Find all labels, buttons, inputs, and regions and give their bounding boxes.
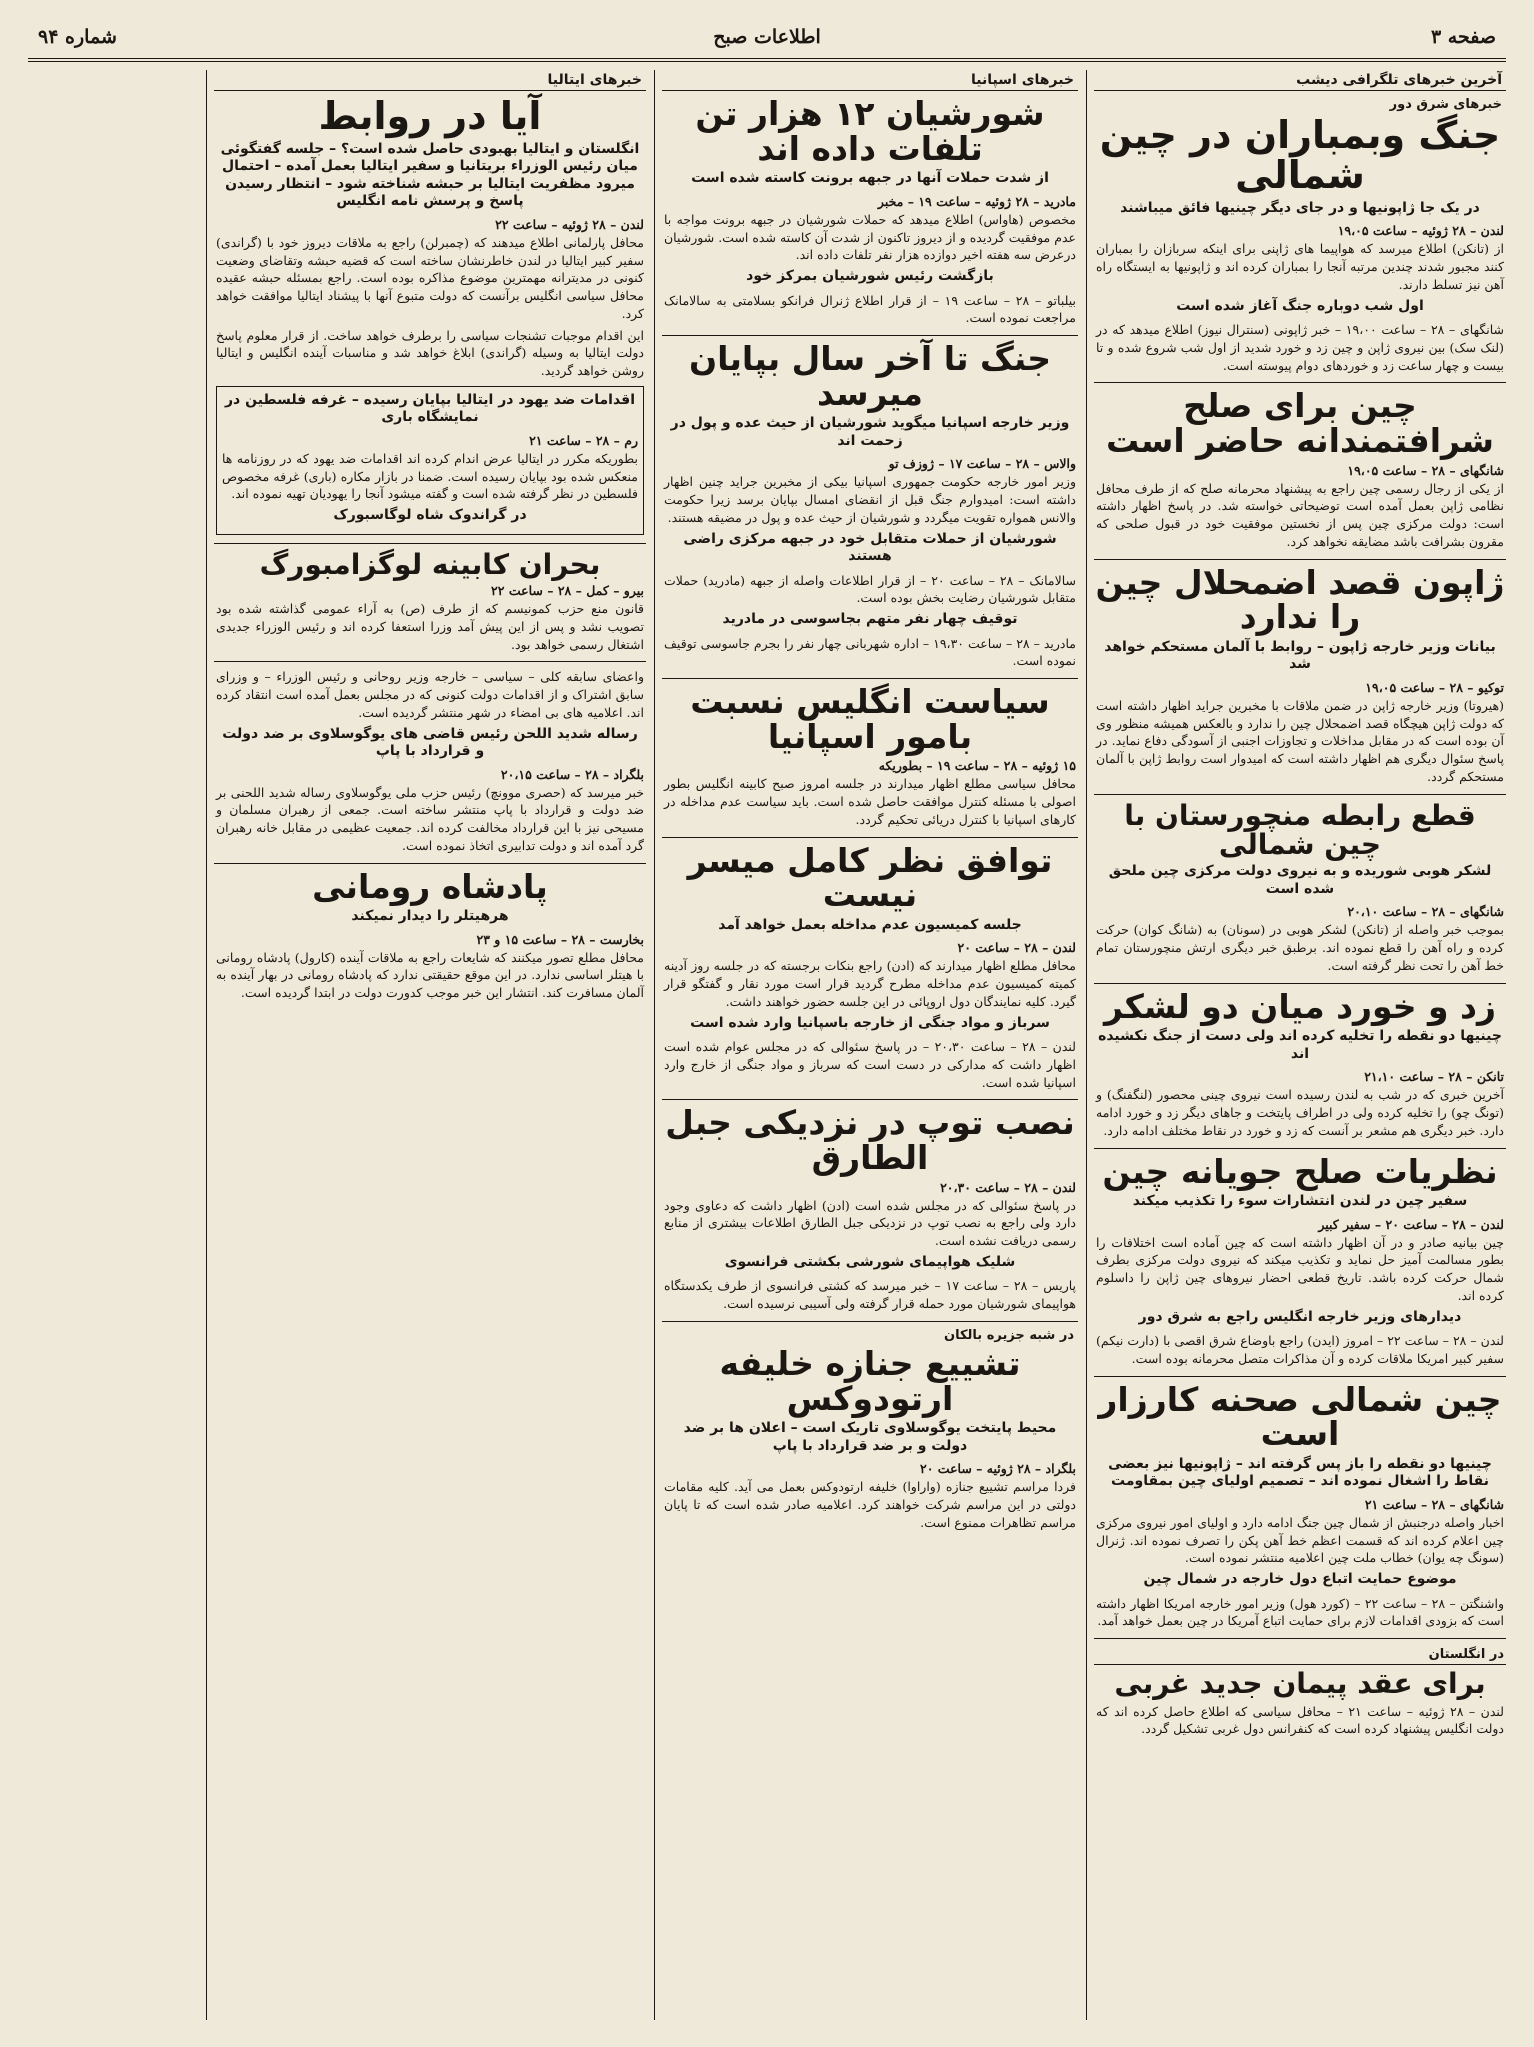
article (662, 1103, 1078, 1313)
subheadline: دیدارهای وزیر خارجه انگلیس راجع به شرق دور (1138, 1308, 1462, 1325)
divider (662, 837, 1078, 838)
article-body: از (تانکن) اطلاع میرسد که هواپیما های ژاپنی برای اینکه سربازان را بمباران کنند مجبور شدند چندین مرتبه آنجا را بمباران کرده اند و ژاپونیها به ایستگاه راه آهن نیز تسلط دارند. (1096, 241, 1504, 292)
article (214, 866, 646, 1002)
column-far-east (1094, 70, 1506, 2020)
subheadline: چینیها دو نقطه را باز پس گرفته اند – ژاپونیها نیز بعضی نقاط را اشغال نموده اند – تصمیم اولیای چین بمقاومت (1108, 1455, 1492, 1490)
boxed-article (216, 386, 644, 535)
dateline: تانکن – ۲۸ – ساعت ۲۱،۱۰ (1364, 1069, 1504, 1085)
headline: تشییع جنازه خلیفه ارتودوکس (719, 1343, 1021, 1418)
headline: جنگ تا آخر سال بپایان میرسد (688, 339, 1052, 413)
article (662, 682, 1078, 829)
divider (1094, 382, 1506, 383)
article-body: آخرین خبری که در شب به لندن رسیده است نیروی چینی محصور (لنگفنگ) و (تونگ چو) را تخلیه کرده ولی در اطراف پایتخت و جاهای دیگر زد و خورد ادامه دارد. خبر دیگری هم مشعر بر آنست که زد و خورد در نقاط مختلف ادامه دارد. (1096, 1087, 1504, 1138)
subheadline: چینیها دو نقطه را تخلیه کرده اند ولی دست از جنگ نکشیده اند (1098, 1028, 1502, 1062)
divider (1094, 794, 1506, 795)
section-header: خبرهای ایتالیا (214, 70, 646, 91)
dateline: ۱۵ ژوئیه – ۲۸ – ساعت ۱۹ – بطوریکه (878, 758, 1076, 774)
article-body: شانگهای – ۲۸ – ساعت ۱۹،۰۰ – خبر ژاپونی (سنترال نیوز) اطلاع میدهد که در (لنک سک) بین نیروی ژاپن و چین زد و خورد شدید از اول شب شروع شده و تا بیست و چهار ساعت زد و خوردهای دوام پیوسته است. (1096, 322, 1505, 373)
dateline: لندن – ۲۸ – ساعت ۲۰ (957, 940, 1076, 956)
article (1094, 1645, 1506, 1738)
article-body: اخبار واصله درجنبش از شمال چین جنگ ادامه دارد و اولیای امور نیروی مرکزی چین اعلام کرده اند که قسمت اعظم خط آهن پکن را تصرف نموده اند. ژنرال (سونگ چه یوان) خطاب ملت چین اعلامیه منتشر نموده است. (1096, 1514, 1504, 1566)
issue-number: شماره ۹۴ (38, 26, 117, 48)
article-body: لندن – ۲۸ – ساعت ۲۲ – امروز (ایدن) راجع باوضاع شرق اقصی با (دارت نیکم) سفیر کبیر امریکا ملاقات کرده و آن مذاکرات متصل محرمانه بوده است. (1096, 1333, 1504, 1366)
article (662, 339, 1078, 670)
article-body: محافل مطلع تصور میکنند که شایعات راجع به ملاقات آینده (کارول) پادشاه رومانی با هیتلر اساسی ندارد. در این موقع حقیقتی ندارد که پادشاه رومانی در بهار آینده به آلمان مسافرت کند. انتشار این خبر موجب کدورت دولت در ابتدا گردیده است. (216, 949, 644, 1001)
subheadline: از شدت حملات آنها در جبهه برونت کاسته شده است (691, 170, 1049, 187)
divider (662, 1321, 1078, 1322)
headline: جنگ وبمباران در چین شمالی (1099, 113, 1501, 197)
headline: بحران کابینه لوگزامبورگ (259, 547, 601, 581)
headline: نظریات صلح جویانه چین (1102, 1151, 1498, 1191)
dateline: بلگراد – ۲۸ – ساعت ۲۰،۱۵ (500, 766, 644, 782)
dateline: بلگراد – ۲۸ ژوئیه – ساعت ۲۰ (920, 1461, 1076, 1477)
article-body: (هیروتا) وزیر خارجه ژاپن در ضمن ملاقات با مخبرین جراید اظهار داشته است که دولت ژاپن هیچگاه قصد اضمحلال چین را ندارد و بالعکس همیشه منظور وی آن بوده است که در مقابل مداخلات و تجاوزات اجنبی از آسودگی دفاع نماید. در پاسخ سئوال دیگری هم اظهار داشته است که امیدوار است روابط ژاپن با آلمان مستحکم گردد. (1096, 697, 1504, 784)
article-body: لندن – ۲۸ ژوئیه – ساعت ۲۱ – محافل سیاسی که اطلاع حاصل کرده اند که دولت انگلیس پیشنهاد کرده است که کنفرانس دول غربی تشکیل گردد. (1096, 1703, 1504, 1737)
headline: نصب توپ در نزدیکی جبل الطارق (665, 1103, 1075, 1178)
headline: چین شمالی صحنه کارزار است (1098, 1379, 1502, 1454)
article-body: بموجب خبر واصله از (تانکن) لشکر هوبی در (سونان) به (شانگ کوان) حرکت کرده و راه آهن را قطع نموده اند. برطبق خبر دیگری ارتش منچورستان تمام خط آهن را تحت نظر گرفته است. (1096, 922, 1504, 973)
article-body: وزیر امور خارجه حکومت جمهوری اسپانیا بیکی از مخبرین جراید چنین اظهار داشته است: امیدوارم جنگ قبل از انقضای امسال بپایان برسد زیرا حکومت والانس همواره تقویت میگردد و شورشیان از حیث عده و پول در مضیقه هستند. (664, 474, 1076, 525)
column-rule (654, 70, 655, 2020)
headline: آیا در روابط (318, 94, 542, 138)
headline: سیاست انگلیس نسبت بامور اسپانیا (690, 682, 1050, 756)
divider (1094, 983, 1506, 984)
headline: توافق نظر کامل میسر نیست (687, 840, 1053, 915)
article-body: لندن – ۲۸ – ساعت ۲۰،۳۰ – در پاسخ سئوالی که در مجلس عوام شده است اظهار داشت که مدارکی در دست است که سرباز و مواد جنگی از خارج وارد اسپانیا شده است. (664, 1039, 1076, 1090)
article-body: محافل پارلمانی اطلاع میدهند که (چمبرلن) راجع به ملاقات دیروز خود با (گراندی) سفیر کبیر ایتالیا در لندن خاطرنشان ساخته است که قضیه حبشه وتقاضای وضعیت کنونی در مدیترانه مهمترین موضوع مذاکره بوده است. راجع بمسئله حبشه عقیده محافل سیاسی انگلیس برآنست که دولت متبوع آنها با پیشناد ایتالیا موافقت خواهد کرد. (216, 234, 644, 321)
divider (1094, 1638, 1506, 1639)
article-body: واشنگتن – ۲۸ – ساعت ۲۲ – (کورد هول) وزیر امور خارجه امریکا اظهار داشته است که بزودی اقدامات لازم برای حمایت اتباع آمریکا در چین بعمل خواهد آمد. (1096, 1595, 1505, 1629)
headline: قطع رابطه منچورستان با چین شمالی (1124, 798, 1476, 861)
article-body: مخصوص (هاواس) اطلاع میدهد که حملات شورشیان در جبهه برونت مواجه با عدم موفقیت گردیده و از دیروز تاکنون از شدت آن کاسته شده است. شورشیان درعرض سه هفته اخیر دوازده هزار نفر تلفات داده اند. (664, 211, 1076, 263)
divider (662, 1099, 1078, 1100)
subheadline: وزیر خارجه اسپانیا میگوید شورشیان از حیث عده و پول در زحمت اند (670, 415, 1070, 449)
article (214, 547, 646, 654)
dateline: لندن – ۲۸ – ساعت ۲۰ – سفیر کبیر (1318, 1216, 1504, 1232)
subheadline: بازگشت رئیس شورشیان بمرکز خود (746, 268, 994, 285)
newspaper-page (28, 18, 1506, 2028)
subheadline: سرباز و مواد جنگی از خارجه باسپانیا وارد شده است (690, 1014, 1050, 1031)
article-body: بطوریکه مکرر در ایتالیا عرض اندام کرده اند اقدامات ضد یهود که در روزنامه ها منعکس شده بود بپایان رسیده است. ضمنا در بازار مکاره (باری) غرفه مخصوص فلسطین در نظر گرفته شده است و گفته میشود آنجا را یهودیان تهیه نموده اند. (222, 450, 638, 502)
newspaper-title: اطلاعات صبح (713, 26, 821, 48)
article (1094, 1379, 1506, 1631)
subheadline: لشکر هوبی شوریده و به نیروی دولت مرکزی چین ملحق شده است (1108, 863, 1492, 897)
page-number: صفحه ۳ (1430, 26, 1496, 48)
article-body: محافل سیاسی مطلع اظهار میدارند در جلسه امروز صبح کابینه انگلیس بطور اصولی با مسئله کنترل موافقت حاصل شده است. باید سیاست عدم مداخله در کارهای اسپانیا با کنترل دریائی تحکیم گردد. (664, 776, 1076, 827)
divider (662, 678, 1078, 679)
column-italy (214, 70, 646, 2020)
column-rule (1086, 70, 1087, 2020)
subheadline: در گراندوک شاه لوگاسبورک (333, 507, 527, 524)
section-header: آخرین خبرهای تلگرافی دیشب (1094, 70, 1506, 91)
subheadline: رساله شدید اللحن رئیس قاضی های یوگوسلاوی بر ضد دولت و قرارداد با پاپ (222, 725, 638, 760)
divider (1094, 559, 1506, 560)
article-body: خبر میرسد که (حصری موونچ) رئیس حزب ملی یوگوسلاوی رساله شدید اللحنی بر ضد دولت و قرارداد با پاپ منتشر ساخته است. جمعی از رهبران مسلمان و مسیحی نیز با این قرارداد مخالفت کرده اند. جمعیت عظیمی در مقابل خانه رهبران گرد آمده اند و دولت تدابیری اتخاذ نموده است. (216, 784, 644, 853)
subheadline: توقیف چهار نفر متهم بجاسوسی در مادرید (722, 611, 1018, 628)
divider (214, 863, 646, 864)
dateline: شانگهای – ۲۸ – ساعت ۱۹،۰۵ (1347, 462, 1504, 478)
subheadline: انگلستان و ایتالیا بهبودی حاصل شده است؟ – جلسه گفتگوئی میان رئیس الوزراء بریتانیا و سفیر ایتالیا بعمل آمده – احتمال میرود مظفریت ایتالیا بر حبشه شناخته شود – انتظار رسیدن پاسخ و پرسش نامه انگلیس (220, 140, 640, 210)
article-body: پاریس – ۲۸ – ساعت ۱۷ – خبر میرسد که کشتی فرانسوی از طرف یکدستگاه هواپیمای شورشیان مورد حمله قرار گرفته ولی آسیبی نرسیده است. (664, 1278, 1077, 1312)
subheadline: جلسه کمیسیون عدم مداخله بعمل خواهد آمد (718, 916, 1022, 933)
article (1094, 562, 1506, 786)
subheadline: اقدامات ضد یهود در ایتالیا بپایان رسیده – غرفه فلسطین در نمایشگاه باری (225, 391, 635, 426)
article (1094, 798, 1506, 975)
article (1094, 1151, 1506, 1368)
article-body: سالامانک – ۲۸ – ساعت ۲۰ – از قرار اطلاعات واصله از جبهه (مادرید) حملات متقابل شورشیان رضایت بخش بوده است. (664, 572, 1077, 606)
section-kicker: در شبه جزیره بالکان (944, 1327, 1074, 1343)
section-header: در انگلستان (1094, 1645, 1506, 1665)
dateline: لندن – ۲۸ ژوئیه – ساعت ۲۲ (495, 216, 644, 232)
article-body: از یکی از رجال رسمی چین راجع به پیشنهاد محرمانه صلح که از طرف محافل نظامی ژاپن بعمل آمده است توضیحاتی خواسته شد. در پاسخ اظهار داشته است: دولت مرکزی چین پس از نخستین موفقیت خود در قبول صلحی که مقرون بشرافت باشد مضایقه نخواهد کرد. (1096, 480, 1504, 549)
divider (1094, 1376, 1506, 1377)
subheadline: شورشیان از حملات متقابل خود در جبهه مرکزی راضی هستند (683, 530, 1057, 565)
divider (214, 543, 646, 544)
headline: برای عقد پیمان جدید غربی (1114, 1667, 1486, 1701)
column-spain (662, 70, 1078, 2020)
subheadline: اول شب دوباره جنگ آغاز شده است (1176, 297, 1424, 314)
article-body: این اقدام موجبات تشنجات سیاسی را برطرف خواهد ساخت. از قرار معلوم پاسخ دولت ایتالیا به وسیله (گراندی) ابلاغ خواهد شد و مناسبات آینده انگلیس و ایتالیا روشن خواهد گردید. (216, 327, 644, 379)
article (662, 1328, 1078, 1532)
dateline: لندن – ۲۸ ژوئیه – ساعت ۱۹،۰۵ (1337, 223, 1504, 239)
headline: ژاپون قصد اضمحلال چین را ندارد (1095, 562, 1505, 637)
divider (662, 335, 1078, 336)
dateline: رم – ۲۸ – ساعت ۲۱ (529, 432, 638, 448)
subheadline: محیط پایتخت یوگوسلاوی تاریک است – اعلان ها بر ضد دولت و بر ضد قرارداد با پاپ (683, 1420, 1057, 1454)
subheadline: موضوع حمایت اتباع دول خارجه در شمال چین (1143, 1571, 1457, 1588)
section-header: خبرهای اسپانیا (662, 70, 1078, 91)
subheadline: شلیک هواپیمای شورشی بکشتی فرانسوی (724, 1253, 1016, 1270)
subheadline: بیانات وزیر خارجه ژاپون – روابط با آلمان مستحکم خواهد شد (1104, 638, 1496, 673)
headline: زد و خورد میان دو لشکر (1104, 986, 1496, 1026)
article-body: بیلباتو – ۲۸ – ساعت ۱۹ – از قرار اطلاع ژنرال فرانکو بسلامتی به سالامانک مراجعت نموده است. (664, 292, 1077, 326)
dateline: بخارست – ۲۸ – ساعت ۱۵ و ۲۳ (476, 931, 644, 947)
article-body: چین بیانیه صادر و در آن اظهار داشته است که چین آماده است اختلافات را بطور مسالمت آمیز حل نماید و تکذیب میکند که نیروی دولت مرکزی بطرف شمال حرکت کرده باشد. تاریخ قطعی احضار نیروهای چین ژاپن را داسلوم کرده اند. (1096, 1234, 1504, 1303)
article (214, 668, 646, 854)
divider (214, 661, 646, 662)
subheadline: سفیر چین در لندن انتشارات سوء را تکذیب میکند (1132, 1193, 1468, 1210)
dateline: شانگهای – ۲۸ – ساعت ۲۱ (1364, 1496, 1504, 1512)
headline: چین برای صلح شرافتمندانه حاضر است (1105, 386, 1494, 460)
dateline: لندن – ۲۸ – ساعت ۲۰،۳۰ (940, 1179, 1076, 1195)
dateline: مادرید – ۲۸ ژوئیه – ساعت ۱۹ – مخبر (877, 193, 1076, 209)
article (1094, 113, 1506, 374)
column-rule (206, 70, 207, 2020)
article-body: در پاسخ سئوالی که در مجلس شده است (ادن) اظهار داشت که دعاوی وجود دارد ولی راجع به نصب توپ در نزدیکی جبل الطارق اطلاعات بیشتری از منابع رسمی دریافت نشده است. (664, 1197, 1076, 1249)
article (662, 94, 1078, 327)
dateline: والاس – ۲۸ – ساعت ۱۷ – ژوزف تو (888, 456, 1076, 472)
subheadline: هرهیتلر را دیدار نمیکند (351, 908, 509, 925)
article (214, 94, 646, 380)
dateline: بیرو – کمل – ۲۸ – ساعت ۲۲ (491, 583, 644, 599)
article-body: قانون منع حزب کمونیسم که از طرف (ص) به آراء عمومی گذاشته شده بود تصویب نشد و پس از این پیش آمد وزرا استعفا کرده اند و رئیس الوزراء جدیدی اشتغال رسمی خواهد بود. (216, 601, 644, 652)
article (1094, 386, 1506, 550)
subheadline: در یک جا ژاپونیها و در جای دیگر چینیها فائق میباشند (1120, 199, 1480, 216)
article-body: فردا مراسم تشییع جنازه (واراوا) خلیفه ارتودوکس بعمل می آید. کلیه مقامات دولتی در این مراسم شرکت خواهند کرد. اعلامیه صادر شده است که تا پایان مراسم تظاهرات ممنوع است. (664, 1479, 1076, 1530)
dateline: توکیو – ۲۸ – ساعت ۱۹،۰۵ (1365, 679, 1504, 695)
section-kicker: خبرهای شرق دور (1389, 97, 1502, 112)
article-body: واعضای سابقه کلی – سیاسی – خارجه وزیر روحانی و رئیس الوزراء – و وزرای سابق اشتراک و از اقدامات دولت کنونی که در مجلس بعمل آمده است انتقاد کرده اند. اعلامیه های بی امضاء در شهر منتشر گردیده است. (216, 669, 644, 720)
article-body: مادرید – ۲۸ – ساعت ۱۹،۳۰ – اداره شهربانی چهار نفر را بجرم جاسوسی توقیف نموده است. (663, 635, 1076, 669)
article (662, 840, 1078, 1092)
headline: شورشیان ۱۲ هزار تن تلفات داده اند (695, 94, 1045, 168)
article-body: محافل مطلع اظهار میدارند که (ادن) راجع بنکات برجسته که در جلسه روز آدینه کمیته کمیسیون عدم مداخله مطرح گردید قرار است مورد نقار و گفتگو قرار گیرد. کلیه نمایندگان دول اروپائی در این جلسه حضور خواهند داشت. (664, 958, 1076, 1009)
divider (1094, 1148, 1506, 1149)
dateline: شانگهای – ۲۸ – ساعت ۲۰،۱۰ (1347, 904, 1504, 920)
masthead (28, 18, 1506, 62)
article (1094, 986, 1506, 1140)
headline: پادشاه رومانی (312, 866, 548, 906)
